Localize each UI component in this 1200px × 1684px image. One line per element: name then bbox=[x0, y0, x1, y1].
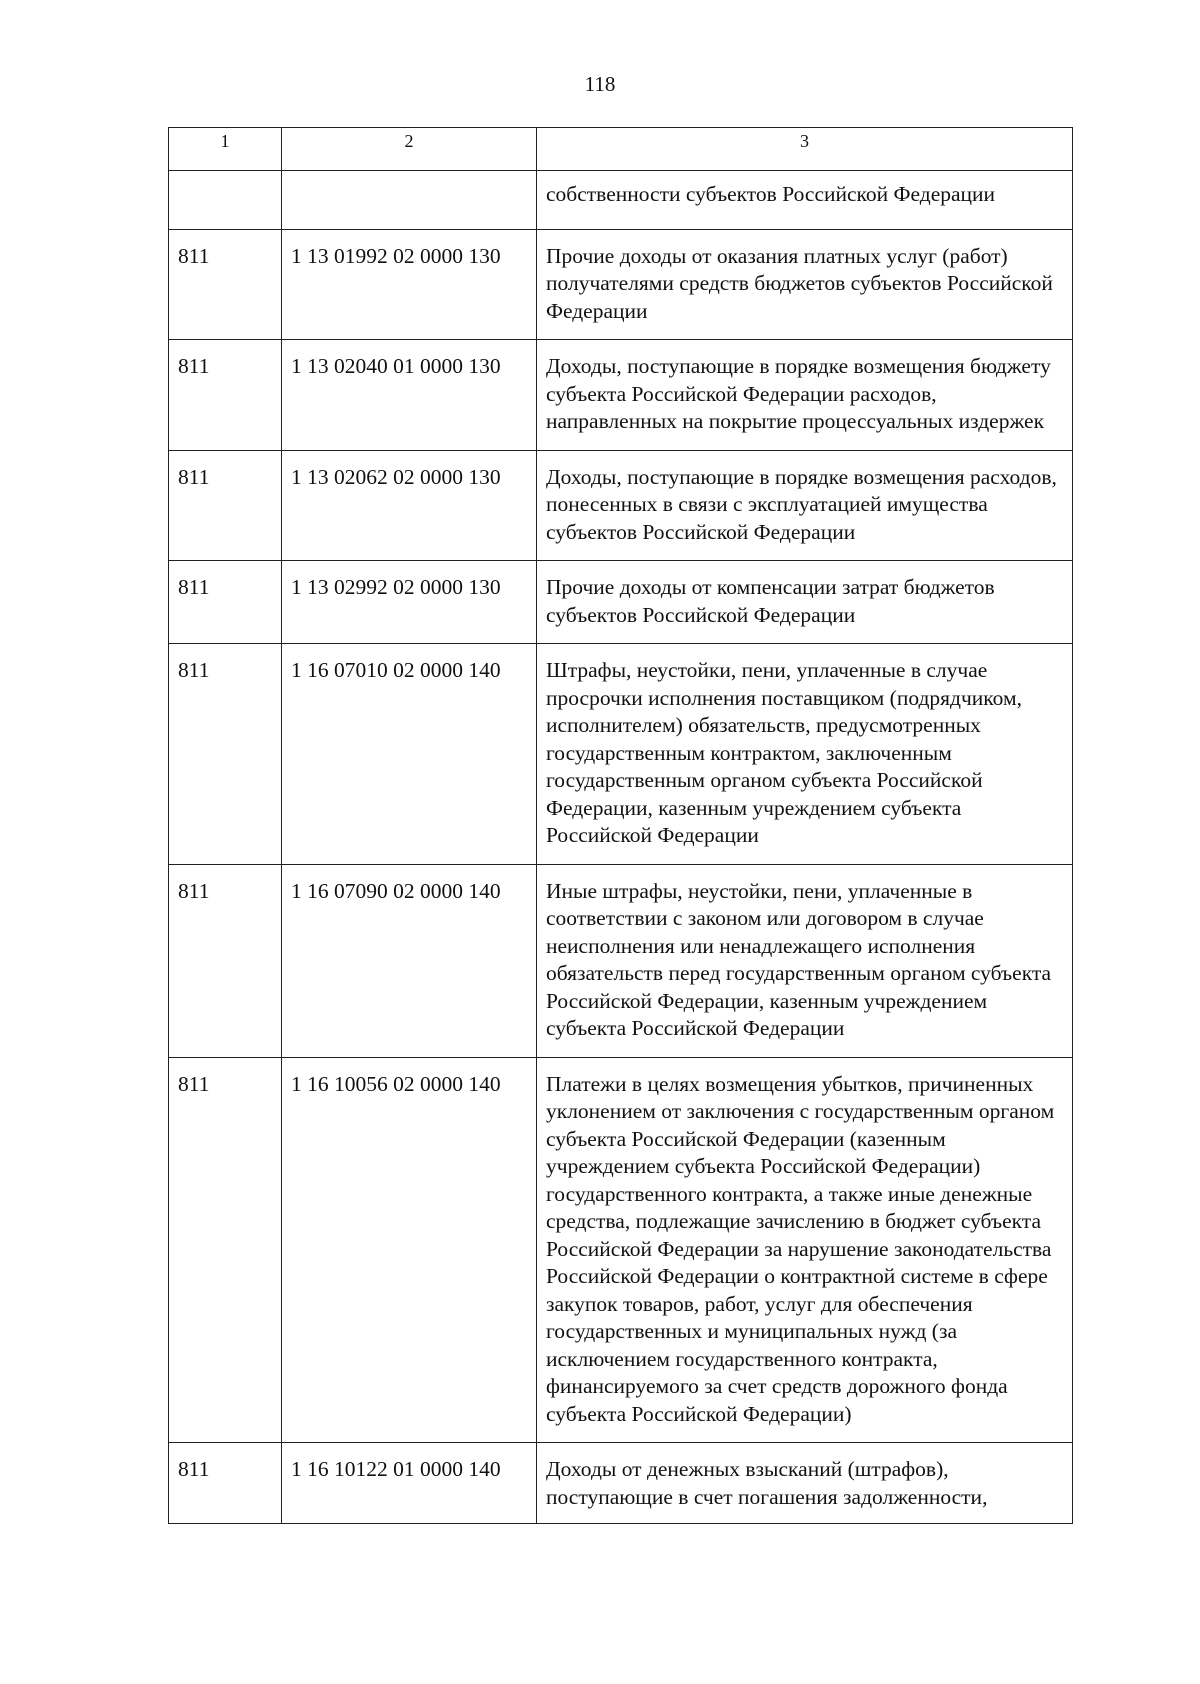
admin-code-cell bbox=[169, 171, 282, 230]
table-row bbox=[169, 450, 1073, 561]
header-col-1: 1 bbox=[169, 128, 282, 171]
admin-code-cell: 811 bbox=[169, 340, 282, 451]
admin-code-cell: 811 bbox=[169, 644, 282, 865]
table-row bbox=[169, 1443, 1073, 1524]
revenue-name-cell: собственности субъектов Российской Федерации bbox=[537, 171, 1073, 230]
revenue-code-cell: 1 16 10122 01 0000 140 bbox=[282, 1443, 537, 1524]
admin-code-cell: 811 bbox=[169, 1443, 282, 1524]
table-row bbox=[169, 171, 1073, 230]
table-row bbox=[169, 340, 1073, 451]
table-row bbox=[169, 644, 1073, 865]
revenue-code-cell: 1 13 02062 02 0000 130 bbox=[282, 450, 537, 561]
table-header-row bbox=[169, 128, 1073, 171]
admin-code-cell: 811 bbox=[169, 561, 282, 644]
admin-code-cell: 811 bbox=[169, 1057, 282, 1443]
admin-code-cell: 811 bbox=[169, 450, 282, 561]
admin-code-cell: 811 bbox=[169, 864, 282, 1057]
revenue-code-cell: 1 16 10056 02 0000 140 bbox=[282, 1057, 537, 1443]
header-col-3: 3 bbox=[537, 128, 1073, 171]
revenue-codes-table bbox=[168, 127, 1073, 1524]
revenue-name-cell: Прочие доходы от компенсации затрат бюджетов субъектов Российской Федерации bbox=[537, 561, 1073, 644]
revenue-name-cell: Доходы, поступающие в порядке возмещения расходов, понесенных в связи с эксплуатацией имущества субъектов Российской Федерации bbox=[537, 450, 1073, 561]
revenue-name-cell: Платежи в целях возмещения убытков, причиненных уклонением от заключения с государственным органом субъекта Российской Федерации (казенным учреждением субъекта Российской Федерации) государственного контракта, а также иные денежные средства, подлежащие зачислению в бюджет субъекта Российской Федерации за нарушение законодательства Российской Федерации о контрактной системе в сфере закупок товаров, работ, услуг для обеспечения государственных и муниципальных нужд (за исключением государственного контракта, финансируемого за счет средств дорожного фонда субъекта Российской Федерации) bbox=[537, 1057, 1073, 1443]
header-col-2: 2 bbox=[282, 128, 537, 171]
revenue-name-cell: Доходы, поступающие в порядке возмещения бюджету субъекта Российской Федерации расходов, направленных на покрытие процессуальных издержек bbox=[537, 340, 1073, 451]
revenue-name-cell: Прочие доходы от оказания платных услуг (работ) получателями средств бюджетов субъектов Российской Федерации bbox=[537, 229, 1073, 340]
revenue-code-cell bbox=[282, 171, 537, 230]
table-row bbox=[169, 864, 1073, 1057]
revenue-name-cell: Штрафы, неустойки, пени, уплаченные в случае просрочки исполнения поставщиком (подрядчиком, исполнителем) обязательств, предусмотренных государственным контрактом, заключенным государственным органом субъекта Российской Федерации, казенным учреждением субъекта Российской Федерации bbox=[537, 644, 1073, 865]
table-row bbox=[169, 1057, 1073, 1443]
admin-code-cell: 811 bbox=[169, 229, 282, 340]
revenue-name-cell: Иные штрафы, неустойки, пени, уплаченные в соответствии с законом или договором в случае неисполнения или ненадлежащего исполнения обязательств перед государственным органом субъекта Российской Федерации, казенным учреждением субъекта Российской Федерации bbox=[537, 864, 1073, 1057]
revenue-name-cell: Доходы от денежных взысканий (штрафов), поступающие в счет погашения задолженности, bbox=[537, 1443, 1073, 1524]
revenue-code-cell: 1 13 02040 01 0000 130 bbox=[282, 340, 537, 451]
page-number: 118 bbox=[584, 72, 616, 96]
revenue-code-cell: 1 16 07010 02 0000 140 bbox=[282, 644, 537, 865]
table-row bbox=[169, 561, 1073, 644]
table-row bbox=[169, 229, 1073, 340]
revenue-code-cell: 1 13 02992 02 0000 130 bbox=[282, 561, 537, 644]
revenue-code-cell: 1 16 07090 02 0000 140 bbox=[282, 864, 537, 1057]
revenue-code-cell: 1 13 01992 02 0000 130 bbox=[282, 229, 537, 340]
